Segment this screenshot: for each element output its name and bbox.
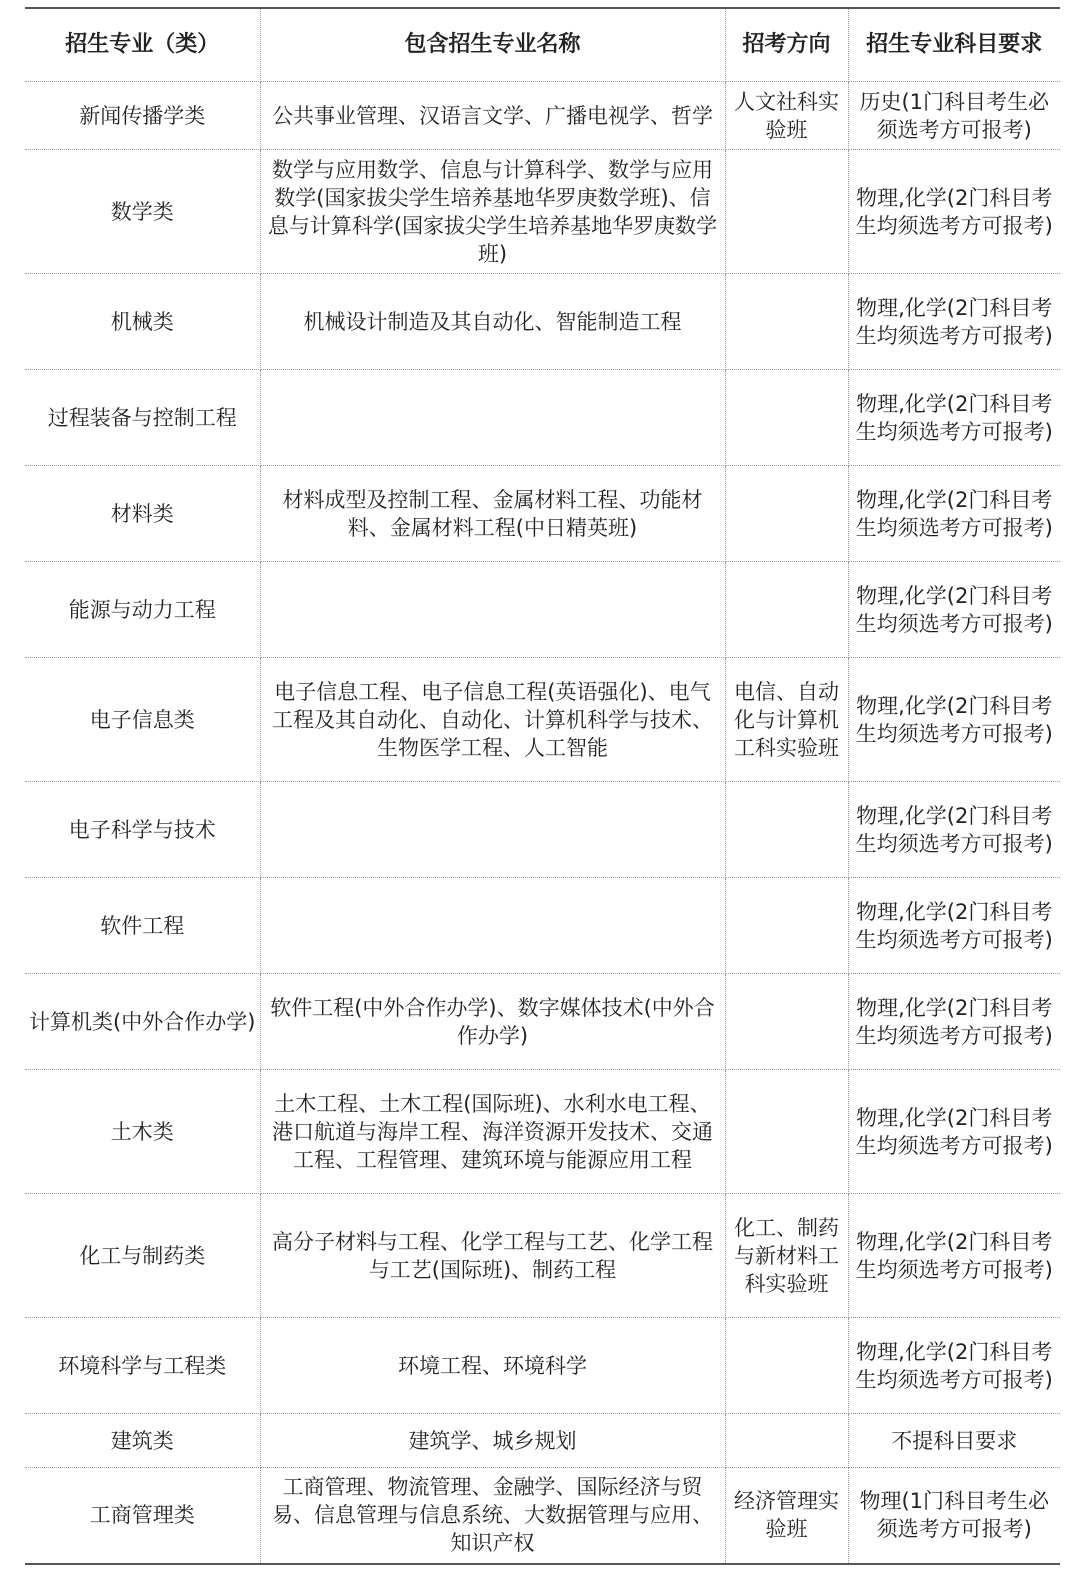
cell-category: 电子信息类 (25, 658, 260, 782)
cell-majors: 数学与应用数学、信息与计算科学、数学与应用数学(国家拔尖学生培养基地华罗庚数学班)、信息与计算科学(国家拔尖学生培养基地华罗庚数学班) (260, 150, 725, 274)
cell-majors: 环境工程、环境科学 (260, 1318, 725, 1414)
header-category: 招生专业（类） (25, 8, 260, 82)
cell-category: 软件工程 (25, 878, 260, 974)
table-header-row (25, 8, 1060, 82)
table-row (25, 878, 1060, 974)
cell-requirement: 物理,化学(2门科目考生均须选考方可报考) (848, 370, 1060, 466)
header-direction: 招考方向 (725, 8, 848, 82)
cell-direction (725, 150, 848, 274)
admissions-table-sheet (25, 7, 1060, 1565)
cell-direction: 化工、制药与新材料工科实验班 (725, 1194, 848, 1318)
cell-majors: 土木工程、土木工程(国际班)、水利水电工程、港口航道与海岸工程、海洋资源开发技术、交通工程、工程管理、建筑环境与能源应用工程 (260, 1070, 725, 1194)
table-row (25, 466, 1060, 562)
cell-majors (260, 370, 725, 466)
cell-requirement: 物理,化学(2门科目考生均须选考方可报考) (848, 1318, 1060, 1414)
table-row (25, 1318, 1060, 1414)
cell-direction (725, 1318, 848, 1414)
cell-majors: 高分子材料与工程、化学工程与工艺、化学工程与工艺(国际班)、制药工程 (260, 1194, 725, 1318)
cell-majors (260, 562, 725, 658)
cell-category: 过程装备与控制工程 (25, 370, 260, 466)
cell-direction (725, 466, 848, 562)
cell-requirement: 物理,化学(2门科目考生均须选考方可报考) (848, 466, 1060, 562)
table-row (25, 562, 1060, 658)
cell-majors: 机械设计制造及其自动化、智能制造工程 (260, 274, 725, 370)
cell-direction (725, 1414, 848, 1468)
cell-requirement: 物理,化学(2门科目考生均须选考方可报考) (848, 150, 1060, 274)
table-row (25, 1414, 1060, 1468)
cell-requirement: 物理,化学(2门科目考生均须选考方可报考) (848, 782, 1060, 878)
cell-direction (725, 974, 848, 1070)
cell-majors: 电子信息工程、电子信息工程(英语强化)、电气工程及其自动化、自动化、计算机科学与技术、生物医学工程、人工智能 (260, 658, 725, 782)
table-row (25, 274, 1060, 370)
cell-category: 计算机类(中外合作办学) (25, 974, 260, 1070)
cell-requirement: 物理,化学(2门科目考生均须选考方可报考) (848, 974, 1060, 1070)
cell-category: 土木类 (25, 1070, 260, 1194)
cell-requirement: 物理(1门科目考生必须选考方可报考) (848, 1468, 1060, 1564)
cell-category: 环境科学与工程类 (25, 1318, 260, 1414)
cell-requirement: 物理,化学(2门科目考生均须选考方可报考) (848, 1194, 1060, 1318)
admissions-table (25, 7, 1060, 1565)
cell-category: 化工与制药类 (25, 1194, 260, 1318)
cell-category: 数学类 (25, 150, 260, 274)
cell-direction (725, 370, 848, 466)
cell-majors (260, 782, 725, 878)
table-row (25, 1468, 1060, 1564)
cell-direction (725, 782, 848, 878)
cell-majors: 材料成型及控制工程、金属材料工程、功能材料、金属材料工程(中日精英班) (260, 466, 725, 562)
cell-majors (260, 878, 725, 974)
cell-requirement: 物理,化学(2门科目考生均须选考方可报考) (848, 658, 1060, 782)
cell-direction (725, 562, 848, 658)
cell-requirement: 不提科目要求 (848, 1414, 1060, 1468)
table-row (25, 82, 1060, 150)
cell-requirement: 物理,化学(2门科目考生均须选考方可报考) (848, 1070, 1060, 1194)
table-row (25, 1070, 1060, 1194)
header-requirement: 招生专业科目要求 (848, 8, 1060, 82)
cell-category: 机械类 (25, 274, 260, 370)
cell-majors: 建筑学、城乡规划 (260, 1414, 725, 1468)
cell-direction (725, 1070, 848, 1194)
table-row (25, 658, 1060, 782)
cell-majors: 软件工程(中外合作办学)、数字媒体技术(中外合作办学) (260, 974, 725, 1070)
table-row (25, 782, 1060, 878)
cell-category: 新闻传播学类 (25, 82, 260, 150)
cell-requirement: 历史(1门科目考生必须选考方可报考) (848, 82, 1060, 150)
table-row (25, 1194, 1060, 1318)
cell-direction (725, 878, 848, 974)
cell-category: 能源与动力工程 (25, 562, 260, 658)
cell-direction: 经济管理实验班 (725, 1468, 848, 1564)
cell-majors: 公共事业管理、汉语言文学、广播电视学、哲学 (260, 82, 725, 150)
table-row (25, 974, 1060, 1070)
cell-category: 建筑类 (25, 1414, 260, 1468)
table-row (25, 370, 1060, 466)
cell-direction: 电信、自动化与计算机工科实验班 (725, 658, 848, 782)
cell-majors: 工商管理、物流管理、金融学、国际经济与贸易、信息管理与信息系统、大数据管理与应用、知识产权 (260, 1468, 725, 1564)
cell-requirement: 物理,化学(2门科目考生均须选考方可报考) (848, 878, 1060, 974)
cell-requirement: 物理,化学(2门科目考生均须选考方可报考) (848, 562, 1060, 658)
cell-direction: 人文社科实验班 (725, 82, 848, 150)
cell-requirement: 物理,化学(2门科目考生均须选考方可报考) (848, 274, 1060, 370)
header-majors: 包含招生专业名称 (260, 8, 725, 82)
table-row (25, 150, 1060, 274)
cell-category: 电子科学与技术 (25, 782, 260, 878)
cell-direction (725, 274, 848, 370)
cell-category: 工商管理类 (25, 1468, 260, 1564)
cell-category: 材料类 (25, 466, 260, 562)
